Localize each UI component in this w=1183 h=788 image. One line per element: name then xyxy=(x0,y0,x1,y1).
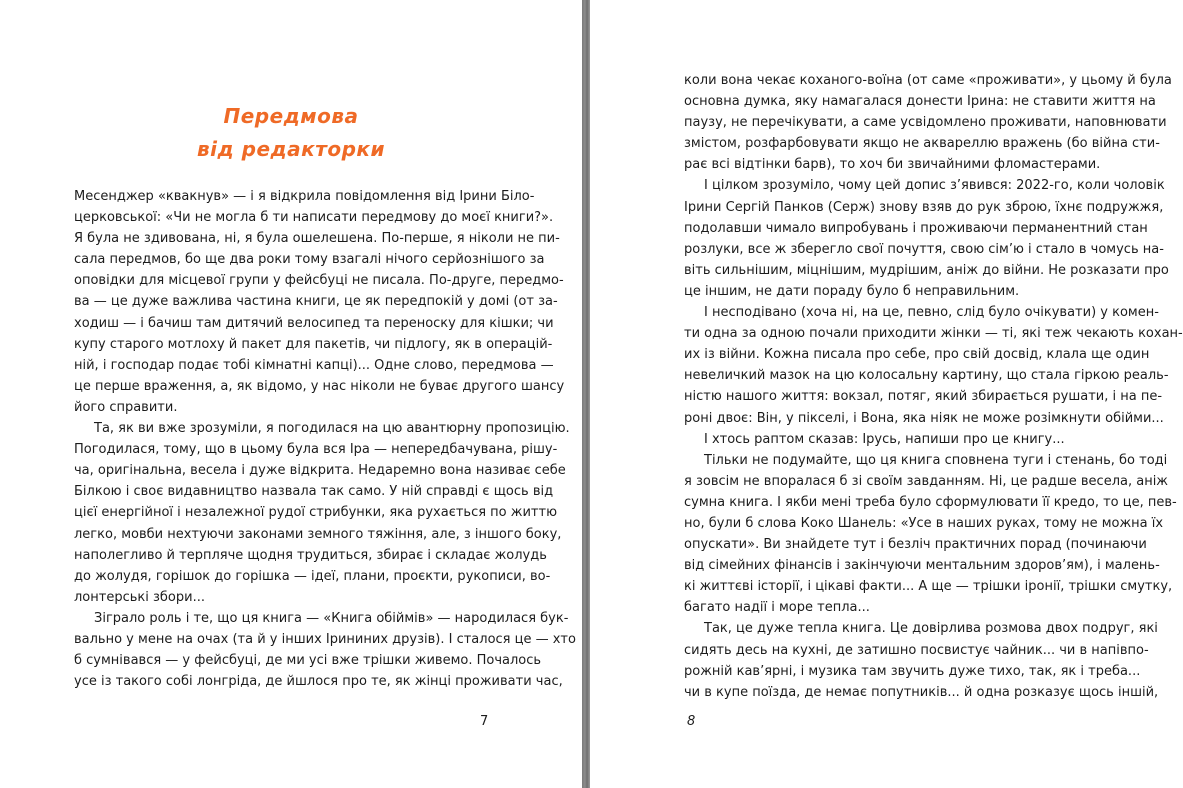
text-line: І несподівано (хоча ні, на це, певно, слід було очікувати) у комен- xyxy=(704,305,1159,321)
chapter-title-line-2: від редакторки xyxy=(197,137,385,161)
text-line: оповідки для місцевої групи у фейсбуці не писала. По-друге, передмо- xyxy=(74,273,564,289)
text-line: Тільки не подумайте, що ця книга сповнена туги і стенань, бо тоді xyxy=(704,452,1168,468)
text-line: сала передмов, бо ще два роки тому взагалі нічого серйознішого за xyxy=(74,252,545,268)
right-page-body xyxy=(684,70,1183,703)
text-line: Зіграло роль і те, що ця книга — «Книга обіймів» — народилася бук- xyxy=(94,610,569,626)
page-number-left: 7 xyxy=(480,714,489,729)
text-line: я зовсім не впоралася б зі своїм завданням. Ні, це радше весела, аніж xyxy=(684,473,1169,489)
text-line: цієї енергійної і незалежної рудої стрибунки, яка рухається по життю xyxy=(74,505,558,521)
text-line: Так, це дуже тепла книга. Це довірлива розмова двох подруг, які xyxy=(704,621,1158,637)
text-line: основна думка, яку намагалася донести Ірина: не ставити життя на xyxy=(684,94,1156,110)
text-line: Месенджер «квакнув» — і я відкрила повідомлення від Ірини Біло- xyxy=(74,189,535,204)
text-line: опускати». Ви знайдете тут і безліч практичних порад (починаючи xyxy=(684,537,1147,553)
text-line: б сумнівався — у фейсбуці, де ми усі вже трішки живемо. Почалось xyxy=(74,653,542,669)
left-page xyxy=(0,0,582,788)
text-line: ній, і господар подає тобі кімнатні капці)... Одне слово, передмова — xyxy=(74,357,554,373)
text-line: Я була не здивована, ні, я була ошелешена. По-перше, я ніколи не пи- xyxy=(74,231,560,247)
text-line: чи в купе поїзда, де немає попутників... й одна розказує щось іншій, xyxy=(684,684,1159,700)
text-line: ходиш — і бачиш там дитячий велосипед та переноску для кішки; чи xyxy=(74,315,554,331)
text-line: подолавши чимало випробувань і проживаючи перманентний стан xyxy=(684,220,1148,236)
text-line: Білкою і своє видавництво назвала так само. У ній справді є щось від xyxy=(74,484,554,500)
text-line: невеличкий мазок на цю колосальну картину, що стала гіркою реаль- xyxy=(684,368,1169,384)
text-line: ва — це дуже важлива частина книги, це як передпокій у домі (от за- xyxy=(74,294,558,310)
text-line: Погодилася, тому, що в цьому була вся Іра — непередбачувана, рішу- xyxy=(74,442,558,458)
book-gutter xyxy=(582,0,590,788)
right-page xyxy=(590,0,1183,788)
text-line: змістом, розфарбовувати якщо не аквареллю вражень (бо війна сти- xyxy=(684,136,1160,152)
text-line: их із війни. Кожна писала про себе, про свій досвід, клала ще один xyxy=(684,347,1150,363)
text-line: лонтерські збори... xyxy=(74,589,205,605)
text-line: до жолудя, горішок до горішка — ідеї, плани, проєкти, рукописи, во- xyxy=(74,568,551,584)
text-line: віть сильнішим, міцнішим, мудрішим, аніж до війни. Не розказати про xyxy=(684,262,1169,278)
text-line: паузу, не перечікувати, а саме усвідомлено проживати, наповнювати xyxy=(684,115,1167,131)
text-line: легко, мовби нехтуючи законами земного тяжіння, але, з іншого боку, xyxy=(74,526,562,542)
text-line: І хтось раптом сказав: Ірусь, напиши про це книгу... xyxy=(704,431,1065,447)
text-line: це іншим, не дати пораду було б неправильним. xyxy=(684,283,1020,299)
text-line: сумна книга. І якби мені треба було сформулювати її кредо, то це, пев- xyxy=(684,494,1177,510)
left-page-body xyxy=(74,186,576,692)
text-line: сидять десь на кухні, де затишно посвистує чайник... чи в напівпо- xyxy=(684,642,1149,658)
text-line: І цілком зрозуміло, чому цей допис з’явився: 2022-го, коли чоловік xyxy=(704,178,1165,194)
text-line: ча, оригінальна, весела і дуже відкрита. Недаремно вона називає себе xyxy=(74,463,566,479)
text-line: вально у мене на очах (та й у інших Ірининих друзів). І сталося це — хто xyxy=(74,631,576,647)
text-line: Та, як ви вже зрозуміли, я погодилася на цю авантюрну пропозицію. xyxy=(94,421,570,437)
text-line: Ірини Сергій Панков (Серж) знову взяв до рук зброю, їхнє подружжя, xyxy=(684,199,1164,215)
text-line: рожній кав’ярні, і музика там звучить дуже тихо, так, як і треба... xyxy=(684,663,1141,679)
text-line: ністю нашого життя: вокзал, потяг, який збирається рушати, і на пе- xyxy=(684,389,1163,405)
text-line: церковської: «Чи не могла б ти написати передмову до моєї книги?». xyxy=(74,210,554,226)
text-line: рає всі відтінки барв), то хоч би звичайними фломастерами. xyxy=(684,157,1101,173)
chapter-title-line-1: Передмова xyxy=(223,104,359,128)
text-line: багато надії і море тепла... xyxy=(684,600,870,616)
text-line: купу старого мотлоху й пакет для пакетів, чи підлогу, як в операцій- xyxy=(74,336,553,352)
text-line: наполегливо й терпляче щодня трудиться, збирає і складає жолудь xyxy=(74,547,547,563)
text-line: усе із такого собі лонгріда, де йшлося про те, як жінці проживати час, xyxy=(74,674,563,690)
text-line: но, були б слова Коко Шанель: «Усе в наших руках, тому не можна їх xyxy=(684,515,1164,531)
text-line: його справити. xyxy=(74,399,178,415)
text-line: це перше враження, а, як відомо, у нас ніколи не буває другого шансу xyxy=(74,378,565,394)
text-line: коли вона чекає коханого-воїна (от саме «проживати», у цьому й була xyxy=(684,73,1172,88)
text-line: роні двоє: Він, у пікселі, і Вона, яка ніяк не може розімкнути обійми... xyxy=(684,410,1164,426)
text-line: кі життєві історії, і цікаві факти... А ще — трішки іронії, трішки смутку, xyxy=(684,579,1173,595)
text-line: від сімейних фінансів і закінчуючи ментальним здоров’ям), і малень- xyxy=(684,558,1160,574)
page-number-right: 8 xyxy=(687,714,696,729)
text-line: розлуки, все ж зберегло свої почуття, свою сім’ю і стало в чомусь на- xyxy=(684,241,1164,257)
text-line: ти одна за одною почали приходити жінки — ті, які теж чекають кохан- xyxy=(684,326,1183,342)
